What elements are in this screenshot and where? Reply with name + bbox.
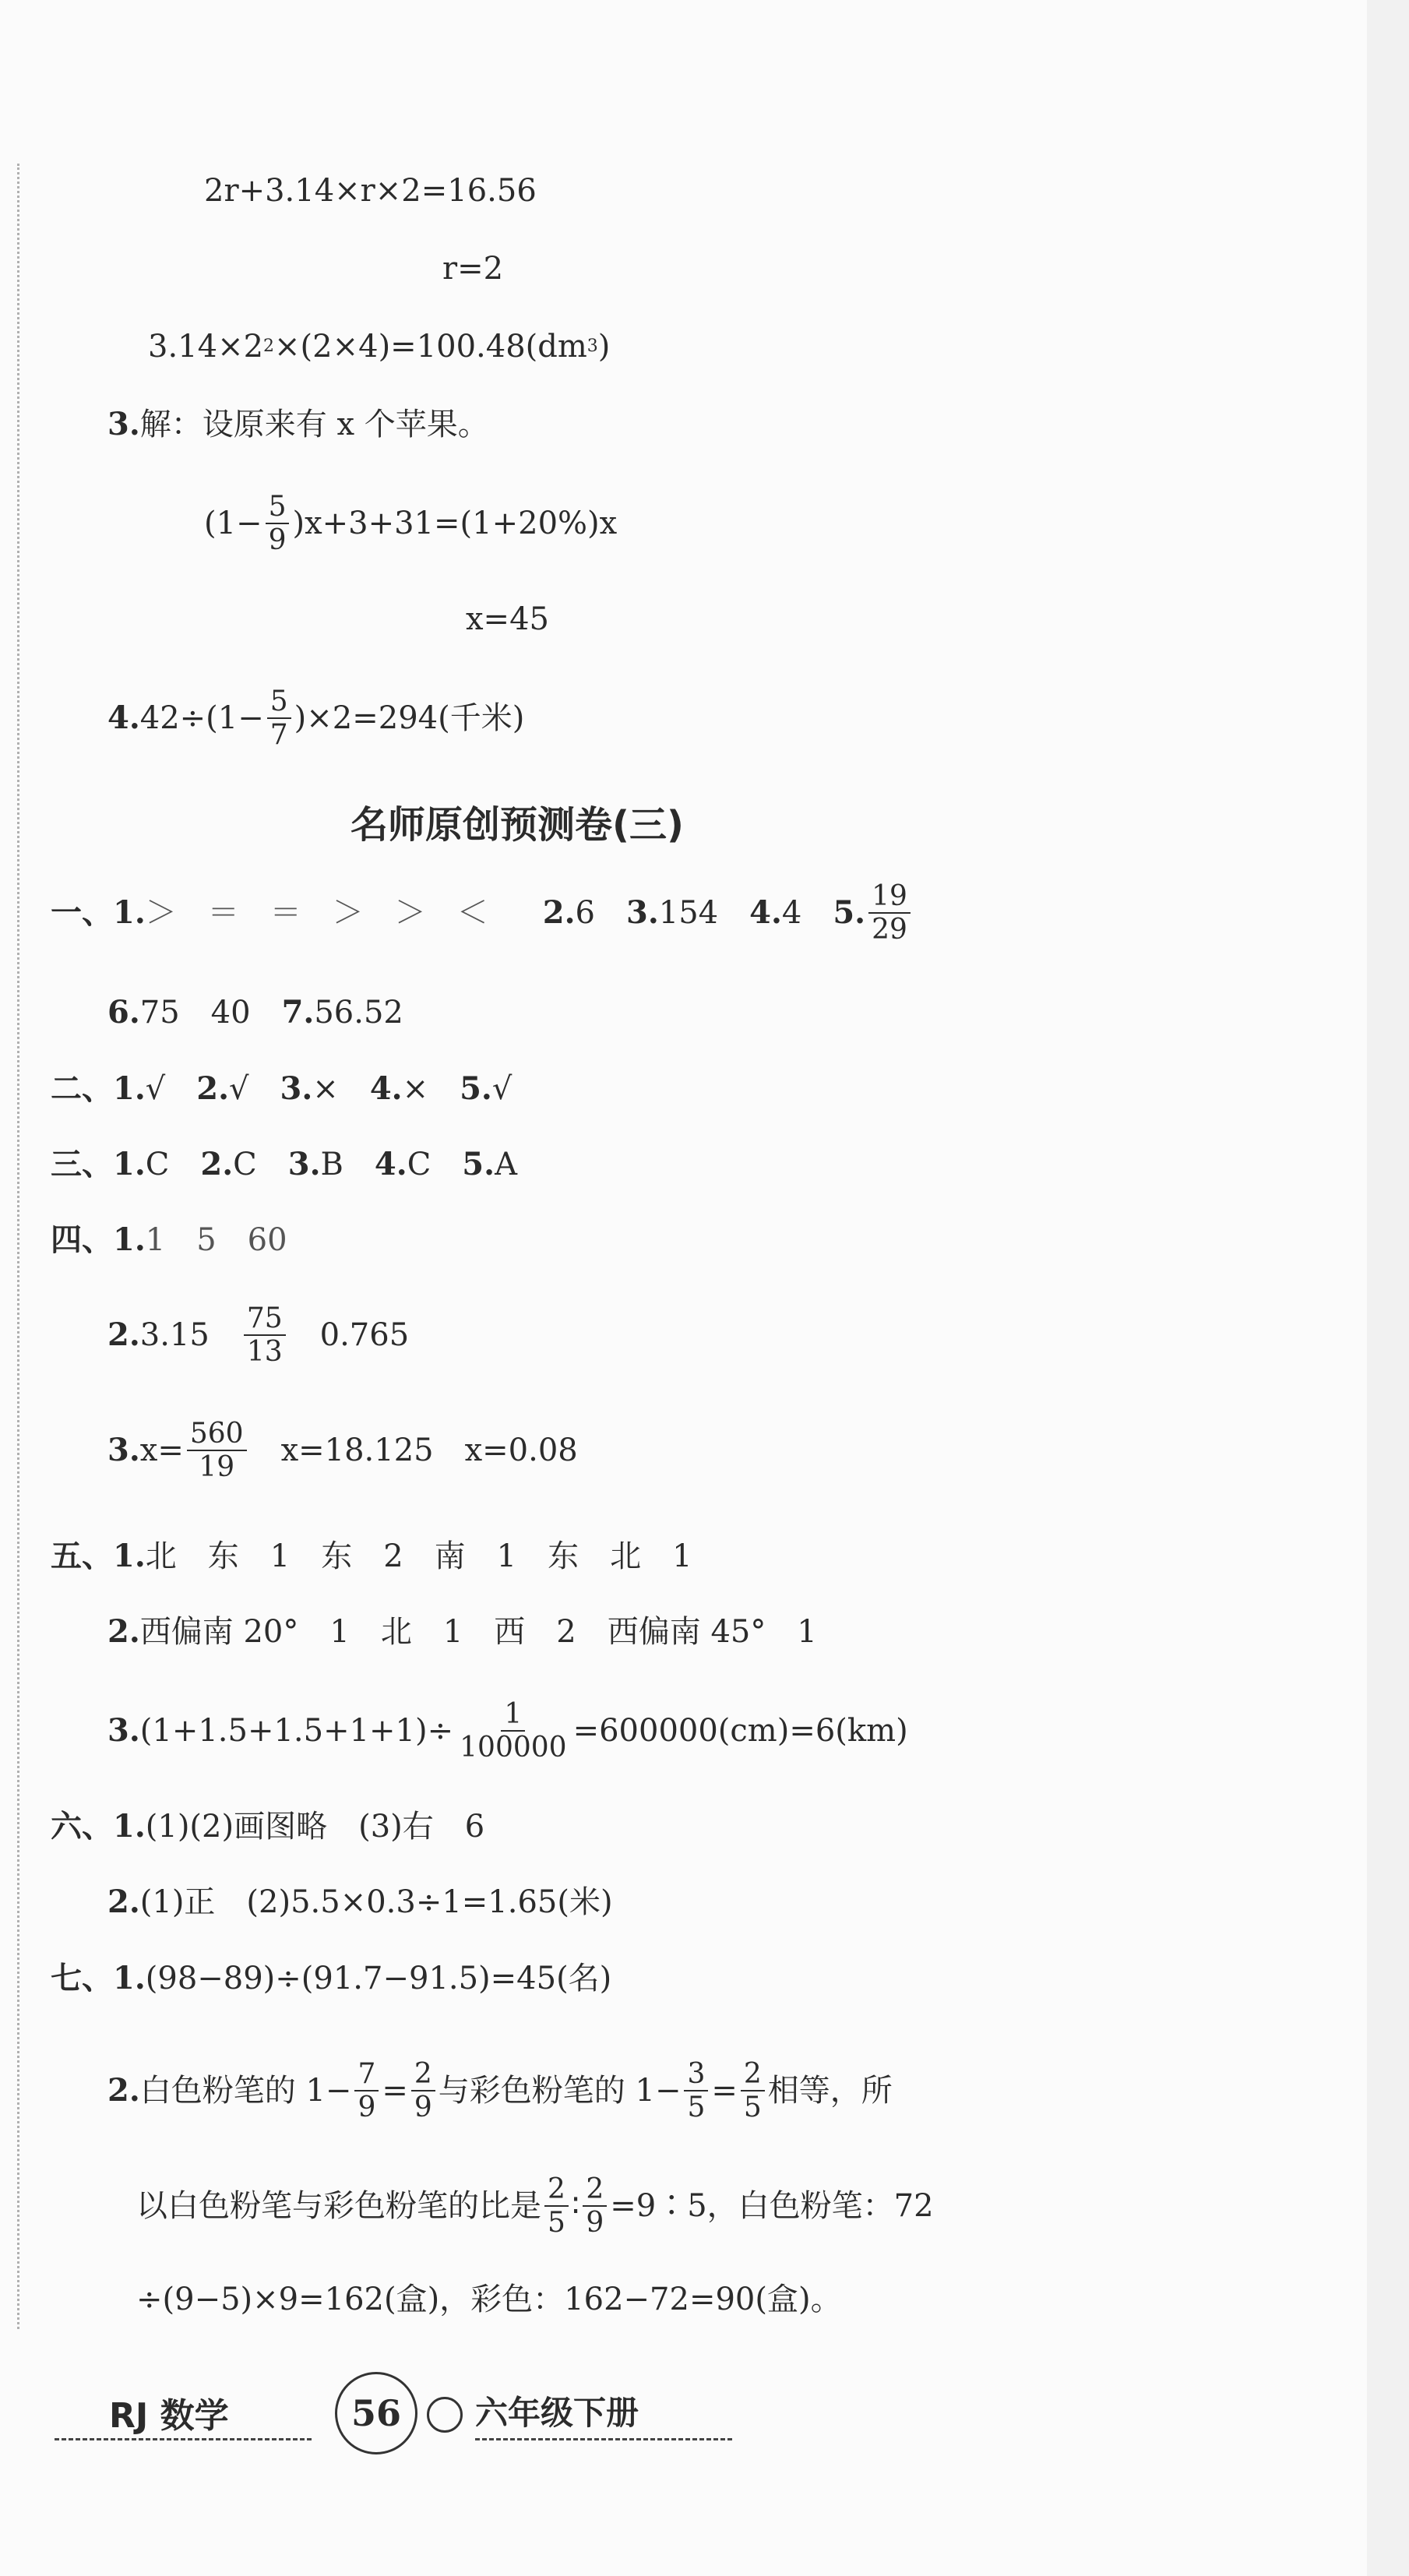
answer-text: (98−89)÷(91.7−91.5)=45(名) — [145, 1961, 612, 1996]
question-label: 一、1. — [51, 894, 146, 932]
page-footer — [55, 2356, 724, 2450]
answer-text: √ — [491, 1071, 513, 1107]
exponent: 3 — [586, 337, 598, 356]
answer-text: C — [145, 1147, 170, 1182]
answer-text: =600000(cm)=6(km) — [572, 1713, 908, 1750]
answer-text: × — [402, 1071, 429, 1107]
numerator: 560 — [187, 1418, 247, 1451]
equation-text: ) — [597, 329, 611, 365]
numerator: 5 — [266, 491, 290, 524]
question-number: 3. — [107, 406, 140, 442]
exponent: 2 — [263, 337, 275, 356]
equation-line — [148, 329, 611, 365]
question-number: 3. — [625, 894, 659, 932]
answer-text: 解：设原来有 x 个苹果。 — [139, 407, 489, 442]
decorative-ring-icon — [427, 2397, 463, 2433]
answer-text: √ — [145, 1071, 166, 1107]
fraction — [267, 685, 291, 752]
answer-text: C — [407, 1147, 432, 1182]
equation-line — [204, 173, 537, 209]
equation-text: 2r+3.14×r×2=16.56 — [204, 173, 537, 209]
equation-line — [442, 251, 504, 287]
denominator: 5 — [687, 2091, 706, 2124]
answer-text: ＞ ＝ ＝ ＞ ＞ ＜ — [145, 895, 488, 932]
denominator: 9 — [268, 524, 287, 557]
answer-text: 1 5 60 — [145, 1222, 287, 1258]
numerator: 2 — [544, 2173, 569, 2207]
section-5-line-3 — [107, 1698, 908, 1764]
question-label: 六、1. — [51, 1808, 146, 1845]
denominator: 9 — [358, 2091, 376, 2124]
section-7-line-1 — [51, 1960, 612, 1996]
equation-text: ×(2×4)=100.48(dm — [274, 329, 587, 365]
numerator: 75 — [244, 1302, 286, 1336]
answer-text: B — [320, 1147, 343, 1182]
denominator: 13 — [246, 1336, 283, 1369]
answer-text: 与彩色粉笔的 1− — [438, 2073, 682, 2109]
fraction — [456, 1698, 569, 1764]
answer-text: 154 — [658, 895, 719, 932]
equation-text: r=2 — [442, 251, 504, 287]
question-number: 2. — [196, 1070, 230, 1107]
section-6-line-2 — [107, 1884, 613, 1920]
fraction — [684, 2058, 708, 2124]
question-number: 4. — [374, 1146, 407, 1182]
footer-dashed-line — [55, 2438, 312, 2440]
section-5-line-1 — [51, 1538, 692, 1574]
answer-text: 西偏南 20° 1 北 1 西 2 西偏南 45° 1 — [139, 1614, 817, 1650]
question-number: 4. — [369, 1070, 403, 1107]
denominator: 5 — [548, 2207, 565, 2239]
answer-line — [107, 406, 489, 442]
question-number: 2. — [200, 1146, 234, 1182]
answer-text: = — [711, 2073, 738, 2109]
fraction — [266, 491, 290, 557]
equation-text: x=45 — [466, 601, 549, 637]
answer-text: 以白色粉笔与彩色粉笔的比是 — [136, 2188, 541, 2225]
answer-text: (1)正 (2)5.5×0.3÷1=1.65(米) — [139, 1884, 613, 1920]
fraction — [411, 2058, 435, 2124]
answer-text: ∶ — [571, 2188, 580, 2225]
equation-line — [204, 491, 617, 557]
binding-dotted-line — [17, 164, 19, 2329]
denominator: 19 — [199, 1451, 235, 1484]
numerator: 3 — [684, 2058, 708, 2091]
equation-text: )×2=294(千米) — [294, 700, 525, 737]
footer-dashed-line — [475, 2438, 732, 2440]
question-number: 5. — [833, 894, 866, 932]
question-label: 四、1. — [51, 1221, 146, 1258]
answer-text: 0.765 — [319, 1317, 410, 1354]
equation-text: 42÷(1− — [139, 700, 264, 737]
equation-text: (1− — [204, 506, 262, 542]
equation-text: 3.14×2 — [148, 329, 264, 365]
answer-text: ÷(9−5)×9=162(盒)，彩色：162−72=90(盒)。 — [136, 2282, 842, 2317]
question-number: 3. — [280, 1070, 313, 1107]
answer-text: x=18.125 x=0.08 — [280, 1432, 578, 1469]
equation-line — [466, 601, 549, 637]
question-label: 三、1. — [51, 1146, 146, 1182]
section-title: 名师原创预测卷(三) — [350, 803, 684, 847]
numerator: 7 — [354, 2058, 379, 2091]
section-4-line-3 — [107, 1418, 578, 1484]
section-1-line-2 — [107, 994, 403, 1031]
denominator: 9 — [586, 2207, 604, 2239]
answer-text: 4 — [781, 895, 802, 932]
equation-text: )x+3+31=(1+20%)x — [292, 506, 618, 542]
fraction — [244, 1302, 286, 1369]
answer-text: A — [495, 1147, 517, 1182]
question-number: 4. — [749, 894, 782, 932]
numerator: 2 — [583, 2173, 607, 2207]
answer-text: √ — [229, 1071, 249, 1107]
denominator: 29 — [872, 914, 907, 946]
fraction — [741, 2058, 765, 2124]
answer-text: 3.15 — [139, 1317, 210, 1354]
answer-text: 白色粉笔的 1− — [139, 2073, 352, 2109]
question-number: 2. — [107, 1884, 140, 1920]
numerator: 2 — [741, 2058, 765, 2091]
answer-text: 相等，所 — [767, 2073, 893, 2109]
section-6-line-1 — [51, 1808, 485, 1845]
numerator: 19 — [868, 880, 911, 914]
section-4-line-1 — [51, 1221, 287, 1258]
footer-subject: RJ 数学 — [109, 2396, 229, 2436]
question-label: 七、1. — [51, 1960, 146, 1996]
section-2-line — [51, 1070, 513, 1107]
question-number: 6. — [107, 994, 140, 1031]
denominator: 100000 — [460, 1732, 567, 1764]
answer-text: (1)(2)画图略 (3)右 6 — [145, 1809, 485, 1845]
question-label: 五、1. — [51, 1538, 146, 1574]
question-number: 2. — [107, 1316, 140, 1354]
question-number: 5. — [462, 1146, 495, 1182]
denominator: 5 — [743, 2091, 762, 2124]
section-7-line-2 — [107, 2058, 893, 2124]
answer-text: =9∶5，白色粉笔：72 — [610, 2188, 934, 2225]
denominator: 7 — [269, 719, 288, 752]
answer-text: 6 — [575, 895, 595, 932]
denominator: 9 — [414, 2091, 432, 2124]
question-number: 5. — [460, 1070, 492, 1107]
section-5-line-2 — [107, 1613, 817, 1650]
section-7-line-4 — [136, 2284, 842, 2315]
answer-text: x= — [139, 1432, 184, 1469]
numerator: 5 — [267, 685, 291, 719]
fraction — [868, 880, 911, 946]
answer-text: = — [382, 2073, 408, 2109]
question-number: 3. — [107, 1432, 140, 1469]
page-edge-shade — [1367, 0, 1409, 2576]
answer-text: (1+1.5+1.5+1+1)÷ — [139, 1713, 454, 1750]
answer-text: 北 东 1 东 2 南 1 东 北 1 — [145, 1538, 692, 1574]
section-7-line-3 — [136, 2173, 934, 2239]
answer-text: 75 40 — [139, 995, 251, 1031]
question-number: 2. — [542, 894, 576, 932]
answer-text: C — [233, 1147, 257, 1182]
question-number: 3. — [287, 1146, 321, 1182]
answer-text: 56.52 — [314, 995, 403, 1031]
answer-line — [107, 685, 524, 752]
section-1-line-1 — [51, 880, 914, 946]
answer-text: × — [312, 1071, 339, 1107]
numerator: 1 — [501, 1698, 525, 1732]
section-3-line — [51, 1146, 517, 1182]
question-number: 2. — [107, 2072, 140, 2109]
numerator: 2 — [411, 2058, 435, 2091]
fraction — [354, 2058, 379, 2124]
question-number: 3. — [107, 1712, 140, 1750]
footer-grade: 六年级下册 — [475, 2394, 639, 2432]
question-number: 4. — [107, 700, 140, 737]
question-label: 二、1. — [51, 1070, 146, 1107]
fraction — [583, 2173, 607, 2239]
question-number: 2. — [107, 1613, 140, 1650]
section-4-line-2 — [107, 1302, 409, 1369]
page-number: 56 — [335, 2372, 417, 2454]
fraction — [544, 2173, 569, 2239]
fraction — [187, 1418, 247, 1484]
question-number: 7. — [281, 994, 315, 1031]
